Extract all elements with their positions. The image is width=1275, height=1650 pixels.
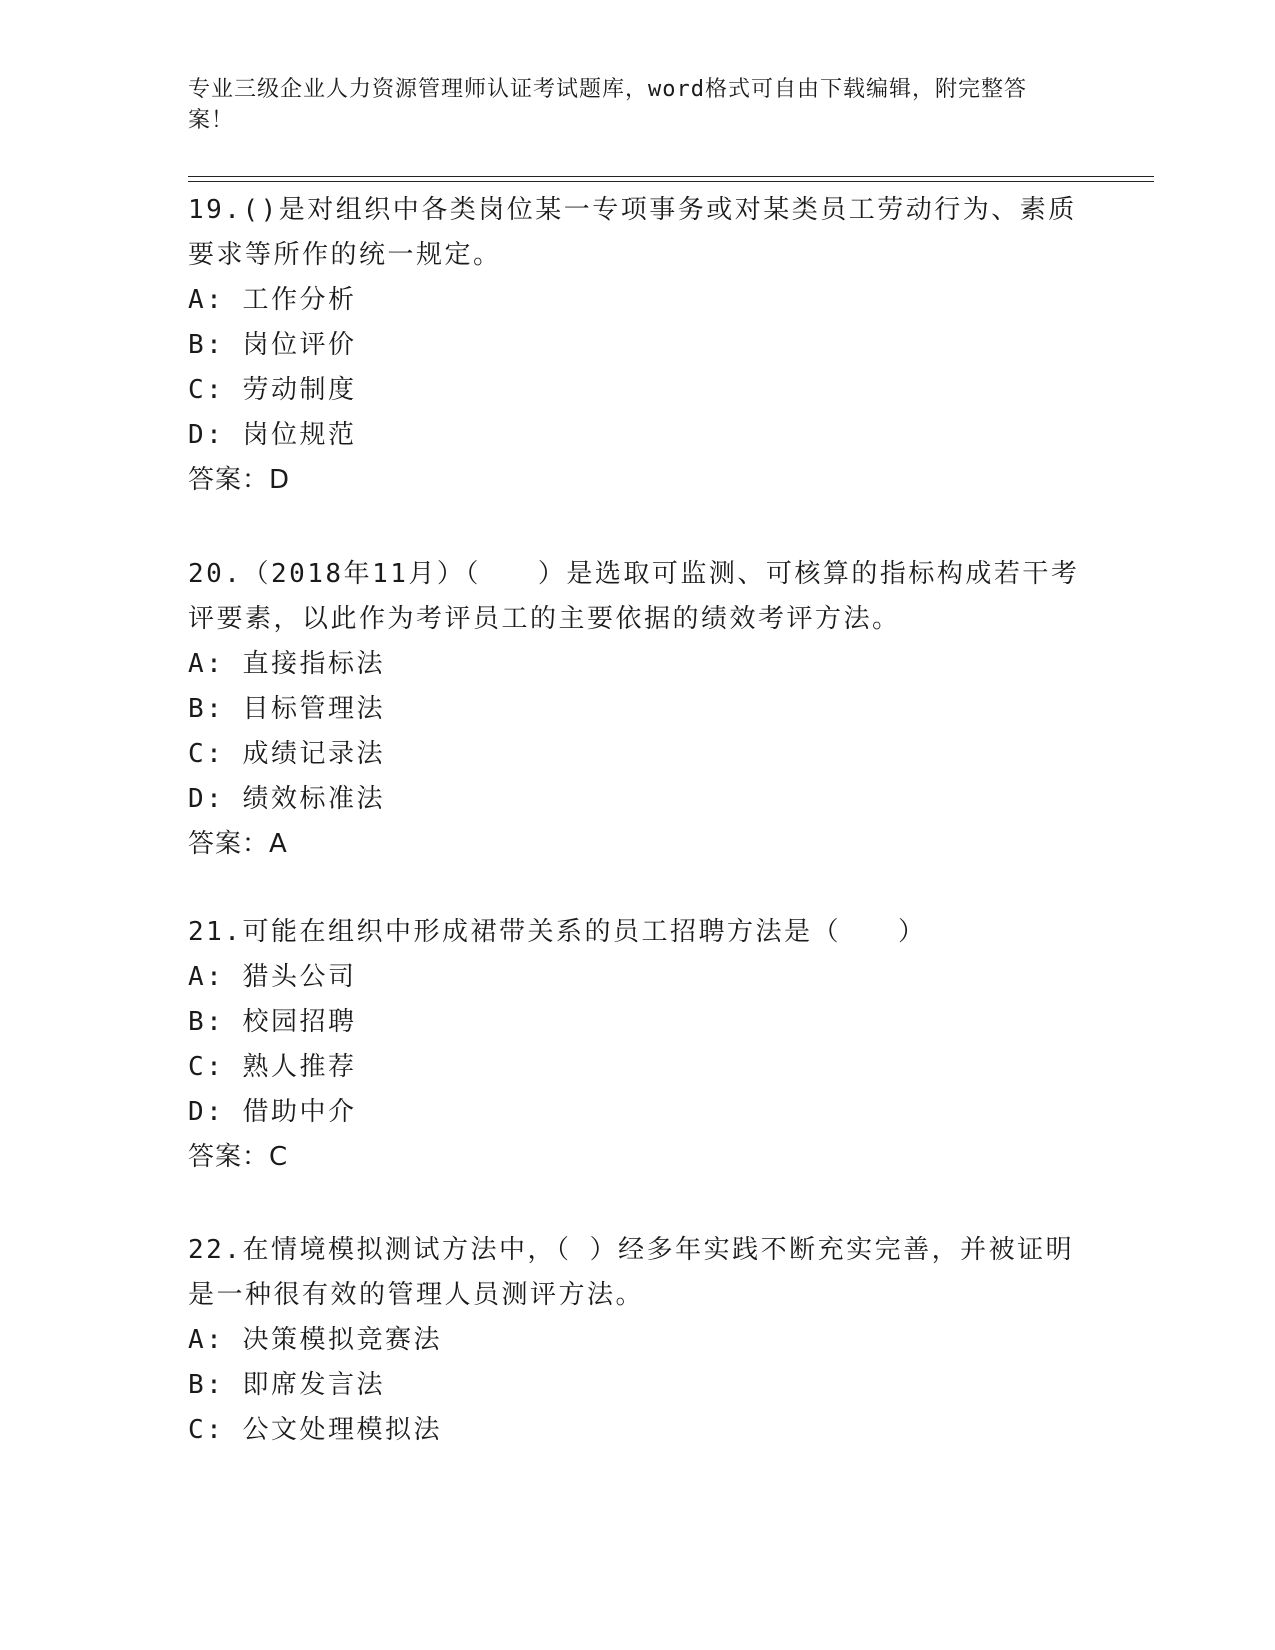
header-divider-top [188,176,1154,177]
question-21 [188,910,1088,1180]
option-b: B: 岗位评价 [188,330,357,360]
question-stem: 22.在情境模拟测试方法中，（ ）经多年实践不断充实完善，并被证明是一种很有效的管理人员测评方法。 [188,1235,1075,1310]
question-stem: 20.（2018年11月）（ ）是选取可监测、可核算的指标构成若干考评要素，以此作为考评员工的主要依据的绩效考评方法。 [188,559,1080,634]
question-20 [188,552,1088,867]
option-a: A: 直接指标法 [188,649,385,679]
option-d: D: 借助中介 [188,1097,357,1127]
option-c: C: 成绩记录法 [188,739,385,769]
option-a: A: 工作分析 [188,285,357,315]
answer-line: 答案：D [188,465,291,495]
option-b: B: 即席发言法 [188,1370,385,1400]
question-stem: 19.()是对组织中各类岗位某一专项事务或对某类员工劳动行为、素质要求等所作的统一规定。 [188,195,1077,270]
option-c: C: 熟人推荐 [188,1052,357,1082]
question-19 [188,188,1088,503]
option-a: A: 决策模拟竞赛法 [188,1325,442,1355]
option-d: D: 岗位规范 [188,420,357,450]
option-c: C: 公文处理模拟法 [188,1415,442,1445]
answer-line: 答案：C [188,1142,289,1172]
question-22 [188,1228,1088,1453]
document-header: 专业三级企业人力资源管理师认证考试题库，word格式可自由下载编辑，附完整答案！ [188,77,1027,133]
option-d: D: 绩效标准法 [188,784,385,814]
option-a: A: 猎头公司 [188,962,357,992]
option-b: B: 目标管理法 [188,694,385,724]
header-divider-bottom [188,181,1154,182]
question-stem: 21.可能在组织中形成裙带关系的员工招聘方法是（ ） [188,917,927,947]
option-c: C: 劳动制度 [188,375,357,405]
answer-line: 答案：A [188,829,288,859]
option-b: B: 校园招聘 [188,1007,357,1037]
